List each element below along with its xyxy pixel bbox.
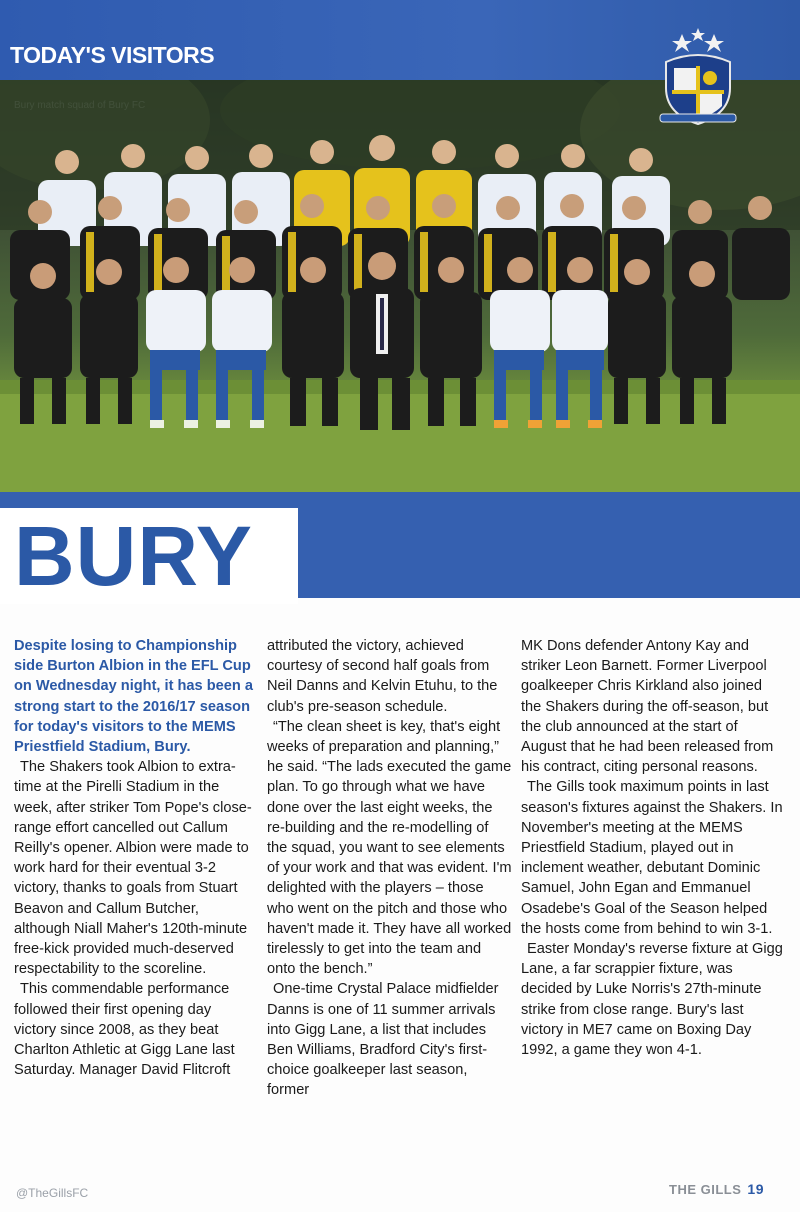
article-column-1 <box>14 636 254 1080</box>
article-paragraph: This commendable performance followed their first opening day victory since 2008, as they beat Charlton Athletic at Gigg Lane last Saturday. Manager David Flitcroft <box>14 981 235 1079</box>
article-paragraph: The Shakers took Albion to extra-time at the Pirelli Stadium in the week, after striker Tom Pope's close-range effort cancelled out Callum Reilly's opener. Albion were made to work hard for their eventual 3-2 victory, thanks to goals from Stuart Beavon and Callum Butcher, although Niall Maher's 120th-minute free-kick provided much-deserved respectability to the scoreline. <box>14 759 252 978</box>
article-column-2 <box>267 636 512 1101</box>
article-paragraph: attributed the victory, achieved courtesy of second half goals from Neil Danns and Kelvin Etuhu, to the club's pre-season schedule. <box>267 638 498 715</box>
team-photo <box>0 80 800 492</box>
article-paragraph: “The clean sheet is key, that's eight weeks of preparation and planning,” he said. “The lads executed the game plan. To go through what we have done over the last eight weeks, the re-building and the re-modelling of the squad, you want to see elements of your work and that was evident. I'm delighted with the players – those who went on the pitch and those who haven't made it. They have all worked tirelessly to get into the team and onto the bench.” <box>267 718 512 978</box>
bury-fc-crest-icon <box>652 28 744 128</box>
page-number: 19 <box>747 1181 764 1197</box>
team-photo-illustration <box>0 80 800 492</box>
article-column-3 <box>521 636 783 1060</box>
publication-name: THE GILLS <box>669 1182 742 1197</box>
page-footer <box>669 1181 764 1197</box>
twitter-handle: @TheGillsFC <box>16 1186 89 1200</box>
article-title: BURY <box>14 509 253 603</box>
article-paragraph: One-time Crystal Palace midfielder Danns is one of 11 summer arrivals into Gigg Lane, a list that includes Ben Williams, Bradford City's first-choice goalkeeper last season, former <box>267 981 499 1099</box>
article-paragraph: Easter Monday's reverse fixture at Gigg Lane, a far scrappier fixture, was decided by Luke Norris's 27th-minute strike from close range. Bury's last victory in ME7 came on Boxing Day 1992, a game they won 4-1. <box>521 941 783 1059</box>
section-title: TODAY'S VISITORS <box>10 42 215 68</box>
article-lead: Despite losing to Championship side Burton Albion in the EFL Cup on Wednesday night, it has been a strong start to the 2016/17 season for today's visitors to the MEMS Priestfield Stadium, Bury. <box>14 638 253 756</box>
article-paragraph: The Gills took maximum points in last season's fixtures against the Shakers. In November's meeting at the MEMS Priestfield Stadium, played out in inclement weather, debutant Dominic Samuel, John Egan and Emmanuel Osadebe's Goal of the Season helped the hosts come from behind to win 3-1. <box>521 779 783 937</box>
article-paragraph: MK Dons defender Antony Kay and striker Leon Barnett. Former Liverpool goalkeeper Chris Kirkland also joined the Shakers during the off-season, but the club announced at the start of August that he had been released from his contract, citing personal reasons. <box>521 638 774 776</box>
